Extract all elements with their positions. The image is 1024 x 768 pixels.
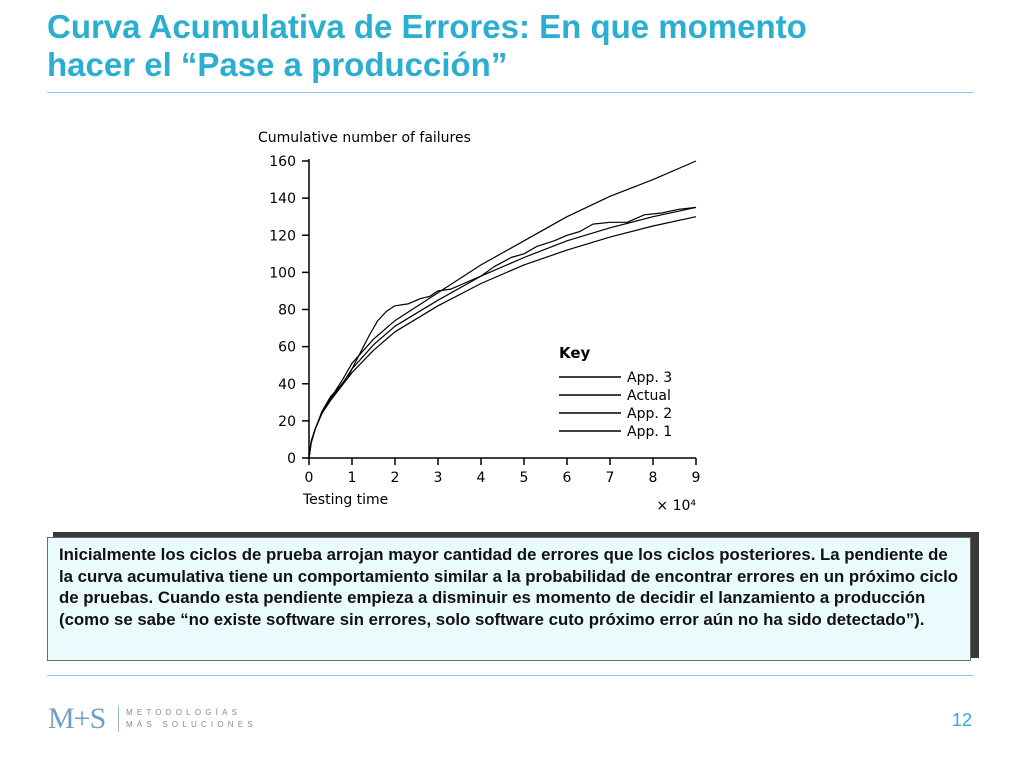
company-logo xyxy=(48,702,258,738)
y-tick-label-140: 140 xyxy=(269,191,296,208)
legend-title: Key xyxy=(559,344,591,362)
y-tick-label-60: 60 xyxy=(278,339,296,356)
x-tick-label-2: 2 xyxy=(390,470,400,486)
title-divider xyxy=(47,92,973,93)
legend-label-actual: Actual xyxy=(627,388,671,404)
legend-label-app-2: App. 2 xyxy=(627,406,673,422)
logo-line-2: MÁS SOLUCIONES xyxy=(126,720,257,729)
y-tick-label-40: 40 xyxy=(278,376,296,393)
logo-line-1: METODOLOGÍAS xyxy=(126,708,242,717)
x-tick-label-9: 9 xyxy=(691,470,701,486)
y-tick-label-100: 100 xyxy=(269,265,296,282)
note-text: Inicialmente los ciclos de prueba arrojan mayor cantidad de errores que los ciclos posteriores. La pendiente de la curva acumulativa tiene un comportamiento similar a la probabilidad de encontrar errores en un próximo ciclo de pruebas. Cuando esta pendiente empieza a disminuir es momento de decidir el lanzamiento a producción (como se sabe “no existe software sin errores, solo software cuto próximo error aún no ha sido detectado”). xyxy=(59,545,958,629)
x-tick-label-0: 0 xyxy=(304,470,314,486)
x-tick-label-3: 3 xyxy=(433,470,443,486)
slide-title-line-1: Curva Acumulativa de Errores: En que momento xyxy=(47,8,807,45)
footer-divider xyxy=(47,675,973,676)
y-tick-label-20: 20 xyxy=(278,413,296,430)
x-tick-label-4: 4 xyxy=(476,470,486,486)
y-axis-title: Cumulative number of failures xyxy=(258,130,471,146)
y-tick-label-0: 0 xyxy=(287,451,296,467)
page-number: 12 xyxy=(951,710,972,730)
x-tick-label-5: 5 xyxy=(519,470,529,486)
x-axis-multiplier: × 10⁴ xyxy=(656,498,696,514)
logo-separator xyxy=(118,706,119,732)
x-axis-title: Testing time xyxy=(303,492,389,508)
slide-title xyxy=(47,8,977,84)
note-box xyxy=(47,537,971,661)
x-tick-label-8: 8 xyxy=(648,470,658,486)
slide-title-line-2: hacer el “Pase a producción” xyxy=(47,46,508,83)
x-tick-label-7: 7 xyxy=(605,470,615,486)
legend-label-app-3: App. 3 xyxy=(627,370,673,386)
y-tick-label-80: 80 xyxy=(278,302,296,319)
cumulative-failures-chart xyxy=(230,110,730,520)
x-tick-label-1: 1 xyxy=(347,470,357,486)
y-tick-label-160: 160 xyxy=(269,154,296,170)
logo-mark: M+S xyxy=(48,702,106,735)
y-tick-label-120: 120 xyxy=(269,228,296,245)
x-tick-label-6: 6 xyxy=(562,470,572,486)
legend-label-app-1: App. 1 xyxy=(627,424,673,440)
